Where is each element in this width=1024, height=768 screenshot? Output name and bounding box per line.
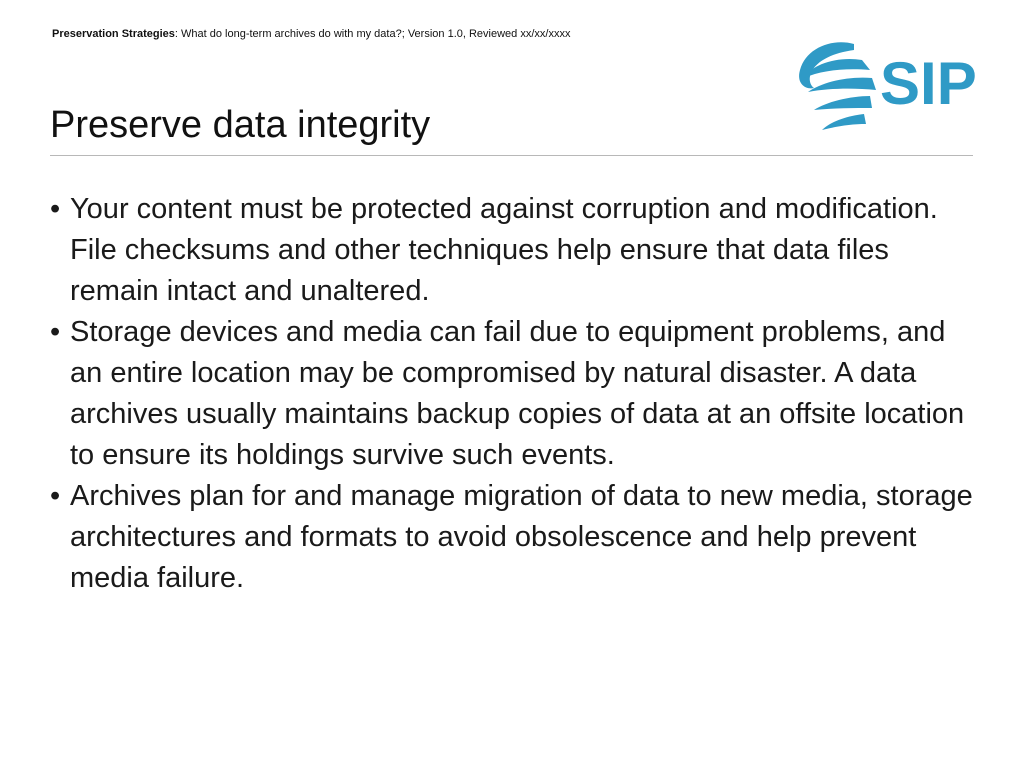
bullet-item: [50, 312, 980, 476]
bullet-item: [50, 476, 980, 599]
esip-logo: [792, 30, 982, 142]
bullet-text: Your content must be protected against corruption and modification. File checksums and other techniques help ensure that data files remain intact and unaltered.: [70, 193, 938, 307]
header-rest: : What do long-term archives do with my data?; Version 1.0, Reviewed xx/xx/xxxx: [174, 28, 571, 40]
bullet-text: Storage devices and media can fail due to equipment problems, and an entire location may be compromised by natural disaster. A data archives usually maintains backup copies of data at an offsite location to ensure its holdings survive such events.: [70, 316, 965, 471]
title-divider: [50, 155, 973, 156]
slide-title: Preserve data integrity: [50, 104, 431, 146]
header-lead: Preservation Strategies: [52, 28, 175, 40]
bullet-text: Archives plan for and manage migration of data to new media, storage architectures and formats to avoid obsolescence and help prevent media failure.: [70, 480, 973, 594]
logo-text: SIP: [880, 50, 977, 117]
bullet-list: [50, 189, 980, 599]
bullet-item: [50, 189, 980, 312]
header-line: [52, 28, 570, 40]
bullet-dot: •: [50, 480, 61, 512]
esip-logo-icon: [792, 30, 982, 142]
bullet-dot: •: [50, 193, 61, 225]
bullet-dot: •: [50, 316, 61, 348]
